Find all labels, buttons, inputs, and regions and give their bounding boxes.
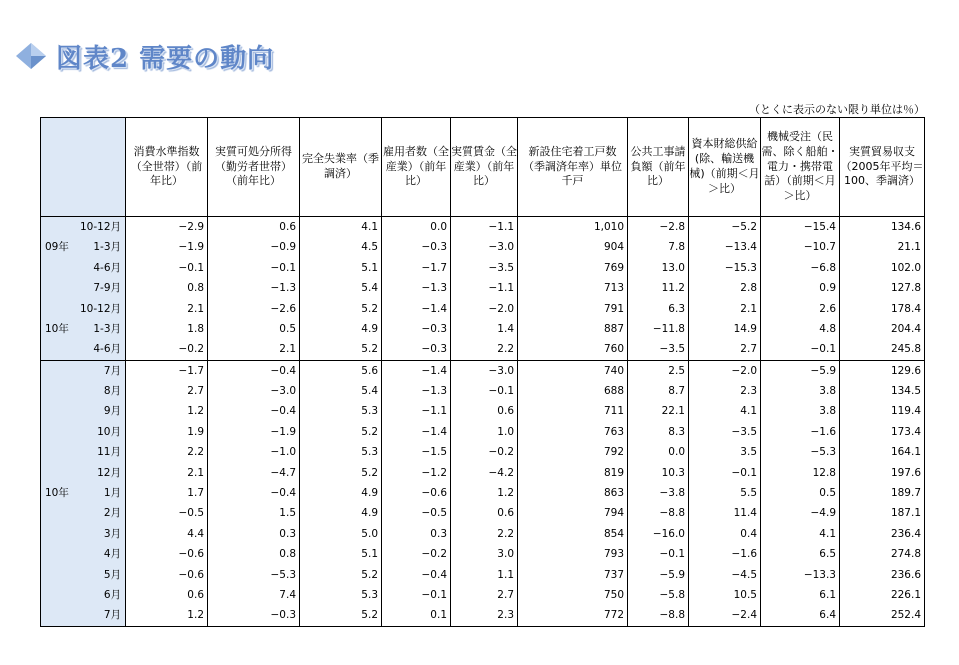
table-cell: 5.4: [300, 278, 382, 298]
row-period: 7月: [103, 364, 121, 377]
table-cell: 1.9: [126, 422, 208, 442]
table-cell: −0.3: [382, 339, 451, 360]
table-cell: 12.8: [761, 463, 840, 483]
demand-table: [40, 117, 925, 627]
table-cell: −8.8: [628, 605, 689, 626]
table-cell: 8.7: [628, 381, 689, 401]
table-row: [41, 503, 925, 523]
table-cell: 2.2: [126, 442, 208, 462]
table-cell: 5.6: [300, 360, 382, 381]
table-cell: −3.8: [628, 483, 689, 503]
table-cell: 127.8: [840, 278, 925, 298]
table-cell: −1.3: [382, 381, 451, 401]
table-cell: 5.0: [300, 524, 382, 544]
table-cell: 0.8: [208, 544, 300, 564]
table-cell: 5.3: [300, 585, 382, 605]
table-cell: 0.3: [208, 524, 300, 544]
row-period: 1月: [103, 487, 121, 500]
row-label: [41, 422, 126, 442]
row-period: 3月: [103, 527, 121, 540]
table-cell: 3.0: [451, 544, 518, 564]
row-label: [41, 360, 126, 381]
row-year-prefix: 10年: [45, 322, 69, 335]
table-cell: 4.1: [300, 217, 382, 238]
page-title-block: [14, 36, 274, 76]
table-cell: −1.4: [382, 299, 451, 319]
table-cell: −0.1: [689, 463, 761, 483]
row-period: 1-3月: [93, 322, 121, 335]
row-label: [41, 339, 126, 360]
page-title: 図表2 需要の動向: [56, 43, 275, 74]
table-cell: −5.2: [689, 217, 761, 238]
table-cell: −1.9: [208, 422, 300, 442]
table-cell: 2.1: [126, 463, 208, 483]
table-cell: 5.2: [300, 339, 382, 360]
table-cell: 0.6: [126, 585, 208, 605]
row-period: 12月: [97, 466, 121, 479]
row-year-prefix: 09年: [45, 241, 69, 254]
table-row: [41, 360, 925, 381]
row-period: 10-12月: [79, 302, 121, 315]
table-cell: 760: [518, 339, 628, 360]
table-cell: −0.9: [208, 237, 300, 257]
table-cell: 713: [518, 278, 628, 298]
table-cell: −4.7: [208, 463, 300, 483]
row-period: 4-6月: [93, 343, 121, 356]
row-period: 5月: [103, 568, 121, 581]
table-cell: 4.4: [126, 524, 208, 544]
table-cell: 854: [518, 524, 628, 544]
table-cell: −2.0: [689, 360, 761, 381]
table-cell: 887: [518, 319, 628, 339]
col-header: 雇用者数（全産業）（前年比）: [382, 118, 451, 217]
table-cell: −1.1: [451, 278, 518, 298]
row-label: [41, 217, 126, 238]
table-cell: 0.8: [126, 278, 208, 298]
row-label: [41, 585, 126, 605]
table-cell: −1.5: [382, 442, 451, 462]
table-row: [41, 524, 925, 544]
table-cell: 1.4: [451, 319, 518, 339]
table-cell: 189.7: [840, 483, 925, 503]
col-header: 資本財総供給(除、輸送機械)（前期＜月＞比）: [689, 118, 761, 217]
col-header: 実質貿易収支（2005年平均＝100、季調済）: [840, 118, 925, 217]
col-header: 実質可処分所得（勤労者世帯）（前年比）: [208, 118, 300, 217]
row-period: 4-6月: [93, 261, 121, 274]
table-cell: −1.2: [382, 463, 451, 483]
diamond-icon: [14, 41, 48, 71]
row-label: [41, 278, 126, 298]
table-cell: 236.4: [840, 524, 925, 544]
table-row: [41, 381, 925, 401]
table-cell: −0.6: [126, 565, 208, 585]
table-cell: 740: [518, 360, 628, 381]
row-period: 2月: [103, 507, 121, 520]
table-row: [41, 463, 925, 483]
table-cell: −0.4: [382, 565, 451, 585]
table-row: [41, 319, 925, 339]
table-cell: 0.4: [689, 524, 761, 544]
table-cell: 792: [518, 442, 628, 462]
table-cell: −4.9: [761, 503, 840, 523]
table-cell: −1.7: [382, 258, 451, 278]
table-row: [41, 278, 925, 298]
table-cell: −1.4: [382, 360, 451, 381]
table-cell: −3.5: [628, 339, 689, 360]
table-cell: −3.0: [451, 360, 518, 381]
table-cell: 0.6: [208, 217, 300, 238]
table-cell: −0.6: [382, 483, 451, 503]
table-cell: 0.1: [382, 605, 451, 626]
table-row: [41, 605, 925, 626]
table-cell: 0.5: [208, 319, 300, 339]
table-cell: 4.9: [300, 483, 382, 503]
table-cell: 173.4: [840, 422, 925, 442]
table-cell: 5.3: [300, 442, 382, 462]
table-cell: 819: [518, 463, 628, 483]
table-cell: 2.5: [628, 360, 689, 381]
table-cell: −6.8: [761, 258, 840, 278]
table-cell: 2.3: [451, 605, 518, 626]
row-label: [41, 299, 126, 319]
table-cell: 2.7: [451, 585, 518, 605]
table-cell: 769: [518, 258, 628, 278]
table-cell: 0.0: [382, 217, 451, 238]
table-cell: 2.1: [208, 339, 300, 360]
table-cell: −0.4: [208, 402, 300, 422]
table-cell: 5.2: [300, 422, 382, 442]
table-cell: −0.5: [382, 503, 451, 523]
table-row: [41, 402, 925, 422]
table-cell: 0.5: [761, 483, 840, 503]
row-period: 7-9月: [93, 282, 121, 295]
table-cell: 102.0: [840, 258, 925, 278]
row-label: [41, 237, 126, 257]
col-header: 新設住宅着工戸数（季調済年率）単位 千戸: [518, 118, 628, 217]
table-cell: 1.7: [126, 483, 208, 503]
row-period: 6月: [103, 588, 121, 601]
table-cell: −1.7: [126, 360, 208, 381]
table-cell: 4.5: [300, 237, 382, 257]
table-cell: 4.9: [300, 319, 382, 339]
table-cell: 187.1: [840, 503, 925, 523]
table-cell: −4.2: [451, 463, 518, 483]
table-cell: −0.1: [451, 381, 518, 401]
row-label: [41, 544, 126, 564]
table-cell: −13.3: [761, 565, 840, 585]
table-cell: 3.5: [689, 442, 761, 462]
table-cell: 11.2: [628, 278, 689, 298]
table-cell: 134.5: [840, 381, 925, 401]
table-cell: −1.3: [382, 278, 451, 298]
table-cell: −13.4: [689, 237, 761, 257]
table-cell: −0.3: [382, 319, 451, 339]
table-cell: −0.4: [208, 483, 300, 503]
table-cell: −1.9: [126, 237, 208, 257]
table-cell: 4.8: [761, 319, 840, 339]
table-cell: 21.1: [840, 237, 925, 257]
table-cell: −2.9: [126, 217, 208, 238]
table-cell: −3.0: [208, 381, 300, 401]
header-row: [41, 118, 925, 217]
row-period: 10-12月: [79, 220, 121, 233]
table-cell: 763: [518, 422, 628, 442]
row-period: 4月: [103, 548, 121, 561]
table-cell: 1.8: [126, 319, 208, 339]
table-cell: 274.8: [840, 544, 925, 564]
col-header: 機械受注（民需、除く船舶・電力・携帯電話）（前期＜月＞比）: [761, 118, 840, 217]
table-row: [41, 258, 925, 278]
monthly-section: [41, 360, 925, 626]
table-cell: −5.9: [628, 565, 689, 585]
row-label: [41, 319, 126, 339]
table-cell: 5.2: [300, 605, 382, 626]
table-cell: 2.6: [761, 299, 840, 319]
table-cell: 2.2: [451, 339, 518, 360]
table-cell: −1.3: [208, 278, 300, 298]
table-cell: −0.6: [126, 544, 208, 564]
table-cell: −5.3: [761, 442, 840, 462]
table-cell: 252.4: [840, 605, 925, 626]
table-cell: −0.5: [126, 503, 208, 523]
table-cell: 5.3: [300, 402, 382, 422]
table-cell: −0.1: [208, 258, 300, 278]
table-row: [41, 544, 925, 564]
row-label: [41, 565, 126, 585]
table-cell: −1.6: [689, 544, 761, 564]
table-row: [41, 422, 925, 442]
table-cell: 5.1: [300, 544, 382, 564]
table-cell: 863: [518, 483, 628, 503]
row-label: [41, 258, 126, 278]
col-header: 公共工事請負額（前年比）: [628, 118, 689, 217]
table-row: [41, 442, 925, 462]
table-cell: 178.4: [840, 299, 925, 319]
table-cell: 0.6: [451, 402, 518, 422]
row-label: [41, 381, 126, 401]
table-cell: 6.5: [761, 544, 840, 564]
table-cell: −0.1: [382, 585, 451, 605]
table-cell: 22.1: [628, 402, 689, 422]
table-cell: 119.4: [840, 402, 925, 422]
table-cell: 688: [518, 381, 628, 401]
table-cell: 904: [518, 237, 628, 257]
row-label: [41, 483, 126, 503]
table-cell: 0.0: [628, 442, 689, 462]
row-period: 9月: [103, 405, 121, 418]
table-cell: 1.0: [451, 422, 518, 442]
table-cell: −10.7: [761, 237, 840, 257]
table-cell: −15.3: [689, 258, 761, 278]
table-cell: −1.1: [382, 402, 451, 422]
table-cell: 793: [518, 544, 628, 564]
table-cell: −1.4: [382, 422, 451, 442]
table-cell: 5.4: [300, 381, 382, 401]
table-row: [41, 299, 925, 319]
table-cell: 4.1: [689, 402, 761, 422]
table-cell: 6.4: [761, 605, 840, 626]
table-cell: −4.5: [689, 565, 761, 585]
table-cell: 7.8: [628, 237, 689, 257]
table-cell: 2.3: [689, 381, 761, 401]
table-cell: 134.6: [840, 217, 925, 238]
table-cell: 5.2: [300, 463, 382, 483]
table-cell: 0.6: [451, 503, 518, 523]
table-cell: 14.9: [689, 319, 761, 339]
table-cell: 6.1: [761, 585, 840, 605]
table-cell: 5.2: [300, 299, 382, 319]
row-label: [41, 402, 126, 422]
table-cell: 2.2: [451, 524, 518, 544]
row-label: [41, 463, 126, 483]
table-cell: 1.2: [126, 605, 208, 626]
table-cell: 0.3: [382, 524, 451, 544]
table-cell: −0.2: [126, 339, 208, 360]
table-cell: −0.1: [126, 258, 208, 278]
table-cell: −5.8: [628, 585, 689, 605]
table-cell: −0.2: [451, 442, 518, 462]
table-cell: −5.3: [208, 565, 300, 585]
table-cell: 5.5: [689, 483, 761, 503]
table-cell: −0.1: [761, 339, 840, 360]
table-cell: 4.9: [300, 503, 382, 523]
table-cell: 1.2: [451, 483, 518, 503]
table-row: [41, 217, 925, 238]
table-cell: 10.3: [628, 463, 689, 483]
table-cell: 7.4: [208, 585, 300, 605]
table-cell: −3.0: [451, 237, 518, 257]
table-cell: 791: [518, 299, 628, 319]
table-cell: −16.0: [628, 524, 689, 544]
table-cell: 5.1: [300, 258, 382, 278]
table-cell: 4.1: [761, 524, 840, 544]
row-label: [41, 442, 126, 462]
table-cell: 2.8: [689, 278, 761, 298]
row-period: 8月: [103, 385, 121, 398]
table-cell: 0.9: [761, 278, 840, 298]
table-cell: −2.8: [628, 217, 689, 238]
quarterly-section: [41, 217, 925, 361]
table-row: [41, 339, 925, 360]
table-cell: 11.4: [689, 503, 761, 523]
table-cell: 164.1: [840, 442, 925, 462]
row-label: [41, 524, 126, 544]
table-cell: 1,010: [518, 217, 628, 238]
table-cell: −8.8: [628, 503, 689, 523]
row-label: [41, 605, 126, 626]
table-cell: 3.8: [761, 402, 840, 422]
table-cell: 197.6: [840, 463, 925, 483]
table-cell: −15.4: [761, 217, 840, 238]
table-cell: 245.8: [840, 339, 925, 360]
table-cell: 2.7: [689, 339, 761, 360]
table-row: [41, 483, 925, 503]
table-cell: −11.8: [628, 319, 689, 339]
table-cell: 6.3: [628, 299, 689, 319]
table-cell: −0.3: [382, 237, 451, 257]
table-cell: 2.1: [126, 299, 208, 319]
row-period: 10月: [97, 425, 121, 438]
table-cell: −0.4: [208, 360, 300, 381]
table-cell: −2.4: [689, 605, 761, 626]
row-period: 1-3月: [93, 241, 121, 254]
table-cell: −5.9: [761, 360, 840, 381]
table-cell: −1.0: [208, 442, 300, 462]
table-cell: 711: [518, 402, 628, 422]
row-label: [41, 503, 126, 523]
row-period: 11月: [97, 446, 121, 459]
table-cell: 2.1: [689, 299, 761, 319]
table-cell: 772: [518, 605, 628, 626]
table-cell: −0.1: [628, 544, 689, 564]
table-cell: 750: [518, 585, 628, 605]
table-cell: −3.5: [689, 422, 761, 442]
unit-note: （とくに表示のない限り単位は％）: [749, 103, 925, 116]
table-cell: 794: [518, 503, 628, 523]
row-year-prefix: 10年: [45, 487, 69, 500]
table-cell: 13.0: [628, 258, 689, 278]
table-cell: 8.3: [628, 422, 689, 442]
header-corner: [41, 118, 126, 217]
table-row: [41, 237, 925, 257]
table-cell: −1.6: [761, 422, 840, 442]
table-cell: 129.6: [840, 360, 925, 381]
table-cell: 1.2: [126, 402, 208, 422]
table-cell: 2.7: [126, 381, 208, 401]
table-row: [41, 565, 925, 585]
table-cell: 5.2: [300, 565, 382, 585]
table-cell: 236.6: [840, 565, 925, 585]
table-cell: −2.0: [451, 299, 518, 319]
table-cell: −2.6: [208, 299, 300, 319]
table-cell: 737: [518, 565, 628, 585]
row-period: 7月: [103, 609, 121, 622]
col-header: 完全失業率（季調済）: [300, 118, 382, 217]
table-cell: 204.4: [840, 319, 925, 339]
table-cell: 1.1: [451, 565, 518, 585]
table-cell: 3.8: [761, 381, 840, 401]
col-header: 消費水準指数（全世帯）（前年比）: [126, 118, 208, 217]
table-cell: −3.5: [451, 258, 518, 278]
table-cell: 10.5: [689, 585, 761, 605]
table-cell: −0.2: [382, 544, 451, 564]
table-cell: −0.3: [208, 605, 300, 626]
table-cell: −1.1: [451, 217, 518, 238]
table-row: [41, 585, 925, 605]
col-header: 実質賃金（全産業）（前年比）: [451, 118, 518, 217]
table-cell: 226.1: [840, 585, 925, 605]
table-cell: 1.5: [208, 503, 300, 523]
